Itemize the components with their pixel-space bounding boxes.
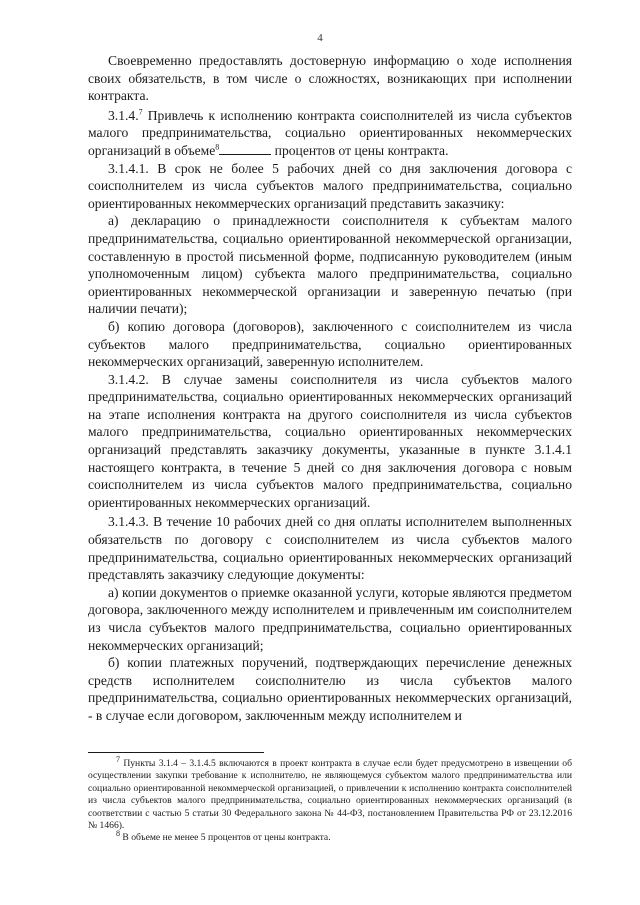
footnote-8-number: 8 <box>116 829 120 839</box>
paragraph-item-b-payment: б) копии платежных поручений, подтверждающих перечисление денежных средств исполнителем соисполнителю из числа субъектов малого предпринимательства, социально ориентированных некоммерческих организаций, - в случае если договором, заключенным между исполнителем и <box>88 655 572 723</box>
clause-number: 3.1.4. <box>108 107 139 123</box>
footnote-separator <box>88 752 264 753</box>
clause-text-end: процентов от цены контракта. <box>271 142 449 158</box>
paragraph-item-a-acceptance: а) копии документов о приемке оказанной услуги, которые являются предметом договора, заключенного между исполнителем и привлеченным им соисполнителем из числа субъектов малого предпринимательства, социально ориентированных некоммерческих организаций; <box>88 584 572 653</box>
footnote-7-number: 7 <box>116 754 120 764</box>
footnote-8-text: В объеме не менее 5 процентов от цены контракта. <box>120 832 331 844</box>
footnote-ref-7: 7 <box>138 107 143 117</box>
paragraph-3-1-4-1: 3.1.4.1. В срок не более 5 рабочих дней со дня заключения договора с соисполнителем из числа субъектов малого предпринимательства, социально ориентированных некоммерческих организаций представить заказчику: <box>88 160 572 211</box>
paragraph-item-b-contract-copy: б) копию договора (договоров), заключенного с соисполнителем из числа субъектов малого предпринимательства, социально ориентированных некоммерческих организаций, заверенную исполнителем. <box>88 318 572 370</box>
footnote-8 <box>88 829 572 844</box>
page-number: 4 <box>317 32 323 44</box>
blank-fill-line <box>219 143 271 155</box>
paragraph-info-duty: Своевременно предоставлять достоверную информацию о ходе исполнения своих обязательств, в том числе о сложностях, возникающих при исполнении контракта. <box>88 53 572 104</box>
paragraph-item-a-declaration: а) декларацию о принадлежности соисполнителя к субъектам малого предпринимательства, социально ориентированной некоммерческой организации, составленную в простой письменной форме, подписанную руководителем (иным уполномоченным лицом) субъекта малого предпринимательства, социально ориентированных некоммерческой организации и заверенную печатью (при наличии печати); <box>88 213 572 317</box>
footnote-ref-8: 8 <box>215 142 220 152</box>
paragraph-3-1-4-3: 3.1.4.3. В течение 10 рабочих дней со дня оплаты исполнителем выполненных обязательств по договору с соисполнителем из числа субъектов малого предпринимательства, социально ориентированных некоммерческих организаций представлять заказчику следующие документы: <box>88 514 572 583</box>
document-body <box>88 52 572 725</box>
paragraph-3-1-4-2: 3.1.4.2. В случае замены соисполнителя из числа субъектов малого предпринимательства, социально ориентированных некоммерческих организаций на этапе исполнения контракта на другого соисполнителя из числа субъектов малого предпринимательства, социально ориентированных некоммерческих организаций представлять заказчику документы, указанные в пункте 3.1.4.1 настоящего контракта, в течение 5 дней со дня заключения договора с новым соисполнителем из числа субъектов малого предпринимательства, социально ориентированных некоммерческих организаций. <box>88 371 572 510</box>
footnote-7 <box>88 754 572 832</box>
footnotes <box>88 754 572 845</box>
footnote-7-text: Пункты 3.1.4 – 3.1.4.5 включаются в проект контракта в случае если будет предусмотрено в извещении об осуществлении закупки требование к исполнителю, не являющемуся субъектом малого предпринимательства или социально ориентированной некоммерческой организацией, о привлечении к исполнению контракта соисполнителей из числа субъектов малого предпринимательства, социально ориентированных некоммерческих организаций (в соответствии с частью 5 статьи 30 Федерального закона № 44-ФЗ, постановлением Правительства РФ от 23.12.2016 № 1466). <box>88 758 572 832</box>
paragraph-3-1-4 <box>88 107 572 160</box>
clause-text: Привлечь к исполнению контракта соисполнителей из числа субъектов малого предпринимательства, социально ориентированных некоммерческих организаций в объеме <box>88 107 572 158</box>
